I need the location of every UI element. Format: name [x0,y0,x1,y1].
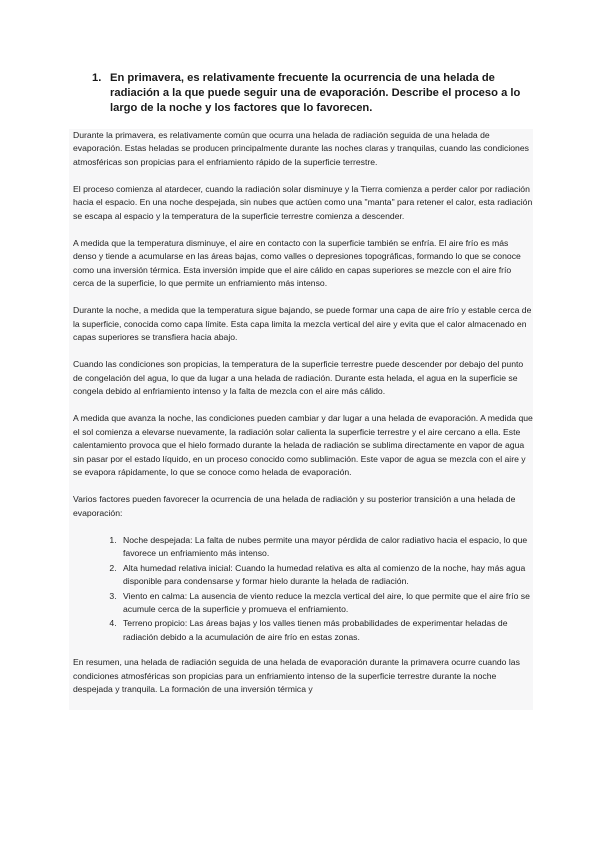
factor-item: 4. Terreno propicio: Las áreas bajas y los valles tienen más probabilidades de experimentar heladas de radiación debido a la acumulación de aire frío en estas zonas. [119,617,533,644]
answer-paragraph: A medida que avanza la noche, las condiciones pueden cambiar y dar lugar a una helada de evaporación. A medida que el sol comienza a elevarse nuevamente, la radiación solar calienta la superficie terrestre y el aire cercano a ella. Este calentamiento provoca que el hielo formado durante la helada de radiación se sublima directamente en vapor de agua sin pasar por el estado líquido, en un proceso conocido como sublimación. Este vapor de agua se mezcla con el aire y se evapora rápidamente, lo que se conoce como helada de evaporación. [73,413,533,478]
factor-item: 3. Viento en calma: La ausencia de viento reduce la mezcla vertical del aire, lo que permite que el aire frío se acumule cerca de la superficie y promueva el enfriamiento. [119,590,533,617]
question-heading [92,71,532,116]
factors-list [73,534,533,644]
answer-paragraph: Durante la noche, a medida que la temperatura sigue bajando, se puede formar una capa de aire frío y estable cerca de la superficie, conocida como capa límite. Esta capa limita la mezcla vertical del aire y evita que el calor almacenado en capas superiores se transfiera hacia abajo. [73,305,532,343]
answer-block [69,129,533,710]
factor-item: 1. Noche despejada: La falta de nubes permite una mayor pérdida de calor radiativo hacia el espacio, lo que favorece un enfriamiento más intenso. [119,534,533,561]
question-number: 1. [92,72,102,84]
answer-paragraph: Durante la primavera, es relativamente común que ocurra una helada de radiación seguida de una helada de evaporación. Estas heladas se producen principalmente durante las noches claras y tranquilas, cuando las condiciones atmosféricas son propicias para el enfriamiento rápido de la superficie terrestre. [73,130,529,167]
answer-paragraph: Varios factores pueden favorecer la ocurrencia de una helada de radiación y su posterior transición a una helada de evaporación: [73,494,516,518]
answer-paragraph: El proceso comienza al atardecer, cuando la radiación solar disminuye y la Tierra comienza a perder calor por radiación hacia el espacio. En una noche despejada, sin nubes que actúen como una "manta" para retener el calor, esta radiación se escapa al espacio y la temperatura de la superficie terrestre comienza a descender. [73,184,533,221]
question-text: En primavera, es relativamente frecuente la ocurrencia de una helada de radiación a la que puede seguir una de evaporación. Describe el proceso a lo largo de la noche y los factores que lo favorecen. [110,72,521,114]
factor-item: 2. Alta humedad relativa inicial: Cuando la humedad relativa es alta al comienzo de la noche, hay más agua disponible para condensarse y formar hielo durante la helada de radiación. [119,562,533,589]
answer-paragraph: A medida que la temperatura disminuye, el aire en contacto con la superficie también se enfría. El aire frío es más denso y tiende a acumularse en las áreas bajas, como valles o depresiones topográficas, formando lo que se conoce como una inversión térmica. Esta inversión impide que el aire cálido en capas superiores se mezcle con el aire frío cerca de la superficie, lo que permite un enfriamiento más intenso. [73,238,521,289]
conclusion-paragraph: En resumen, una helada de radiación seguida de una helada de evaporación durante la primavera ocurre cuando las condiciones atmosféricas son propicias para un enfriamiento intenso de la superficie terrestre durante la noche despejada y tranquila. La formación de una inversión térmica y [73,657,520,694]
answer-paragraph: Cuando las condiciones son propicias, la temperatura de la superficie terrestre puede descender por debajo del punto de congelación del agua, lo que da lugar a una helada de radiación. Durante esta helada, el agua en la superficie se congela debido al enfriamiento intenso y la falta de mezcla con el aire más cálido. [73,359,524,397]
